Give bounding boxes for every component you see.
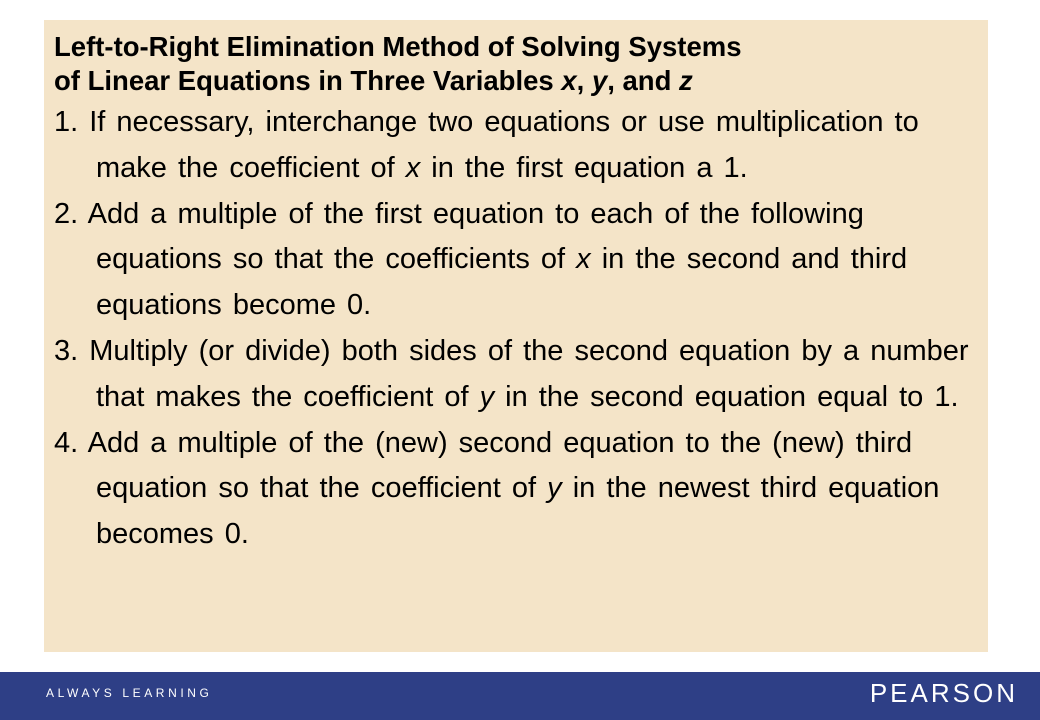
step-text: Add a multiple of the (new) second equation to the (new) third equation so that the coefficient of <box>78 426 913 505</box>
step-variable: y <box>547 472 562 505</box>
content-box <box>44 20 988 652</box>
title-separator-1: , <box>576 65 592 96</box>
step-3 <box>54 329 982 421</box>
title-variable-z: z <box>679 65 693 96</box>
footer-bar <box>0 672 1040 720</box>
title-variable-y: y <box>591 65 608 96</box>
title-line-1: Left-to-Right Elimination Method of Solving Systems <box>54 31 742 62</box>
step-variable: x <box>405 151 421 184</box>
title-separator-2: , and <box>607 65 680 96</box>
slide-title <box>54 30 982 98</box>
step-number: 3. <box>54 334 79 367</box>
step-text: in the newest third equation becomes 0. <box>96 472 940 551</box>
step-number: 4. <box>54 426 79 459</box>
step-1 <box>54 100 982 192</box>
title-line-2-text: of Linear Equations in Three Variables <box>54 65 562 96</box>
step-variable: x <box>576 243 591 276</box>
step-text: in the second equation equal to 1. <box>494 380 959 413</box>
pearson-logo: PEARSON <box>869 678 1018 708</box>
steps-list <box>54 100 982 558</box>
step-text: Multiply (or divide) both sides of the second equation by a number that makes the coefficient of <box>78 334 969 413</box>
footer-tagline: ALWAYS LEARNING <box>46 686 213 700</box>
step-text: in the first equation a 1. <box>420 151 748 184</box>
step-number: 2. <box>54 197 79 230</box>
step-number: 1. <box>54 106 79 138</box>
title-variable-x: x <box>561 65 577 96</box>
step-4 <box>54 421 982 558</box>
step-text: in the second and third equations become 0. <box>96 243 908 322</box>
step-text: Add a multiple of the first equation to each of the following equations so that the coefficients of <box>78 197 864 276</box>
step-variable: y <box>479 380 495 413</box>
step-text: If necessary, interchange two equations or use multiplication to make the coefficient of <box>78 106 919 184</box>
title-line-2 <box>54 64 982 98</box>
step-2 <box>54 192 982 329</box>
